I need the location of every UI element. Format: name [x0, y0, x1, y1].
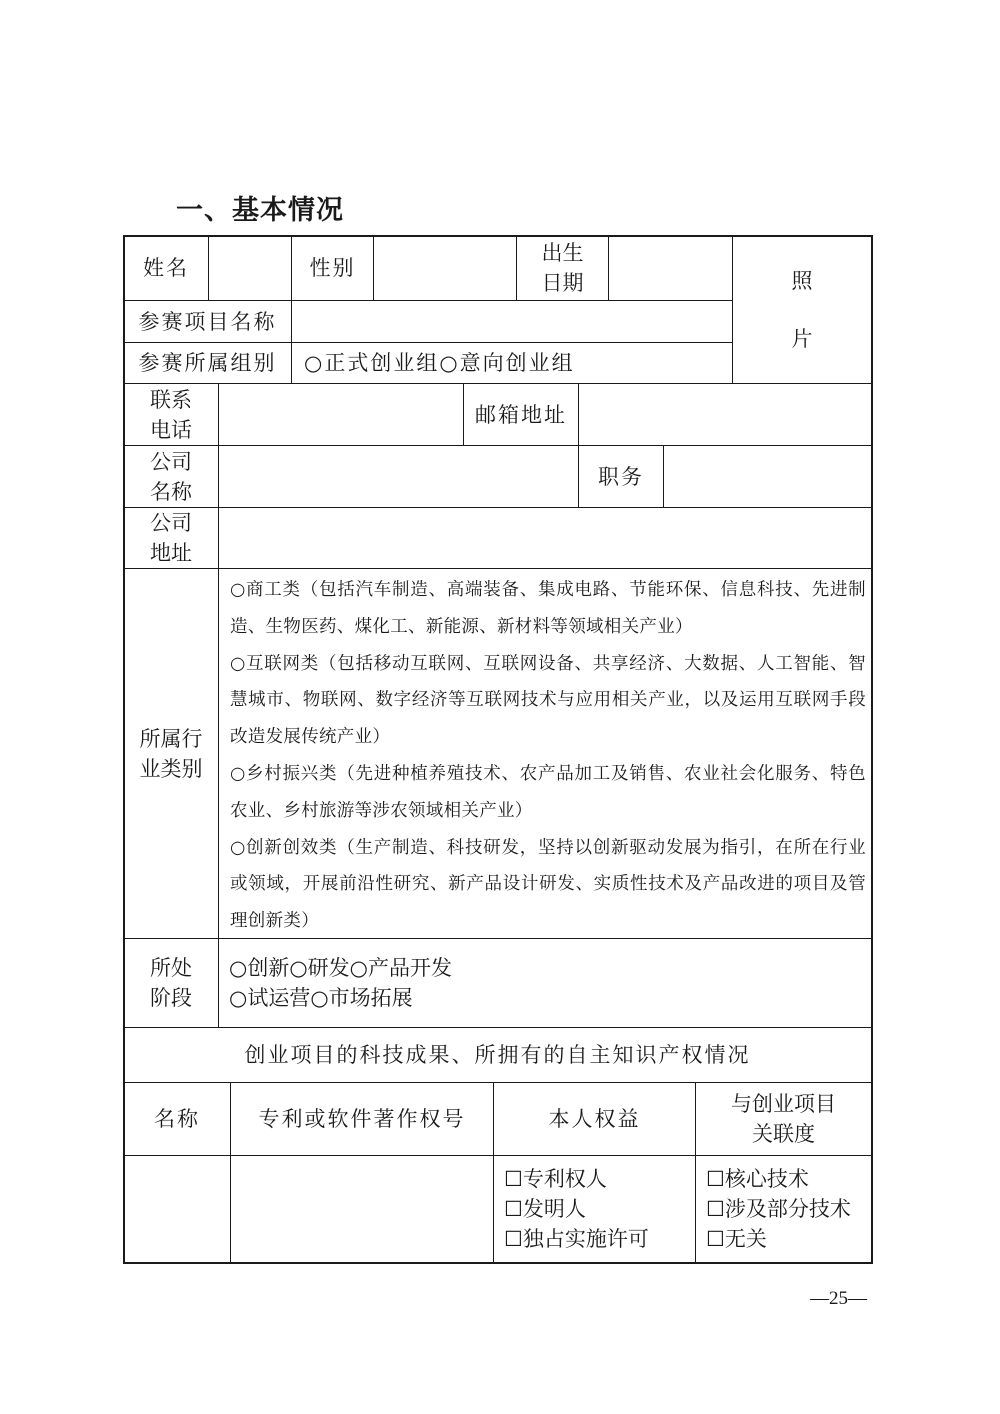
- position-field[interactable]: [664, 446, 871, 507]
- industry-option-commerce[interactable]: ○商工类（包括汽车制造、高端装备、集成电路、节能环保、信息科技、先进制造、生物医药、煤化工、新能源、新材料等领域相关产业）: [230, 580, 866, 637]
- label-company-name: [124, 446, 218, 507]
- label-gender: 性别: [309, 256, 356, 280]
- rights-option-exclusive-license[interactable]: ☐独占实施许可: [504, 1227, 649, 1251]
- ip-rights-options: [504, 1164, 649, 1254]
- label-stage-line2: 阶段: [150, 986, 192, 1010]
- group-options[interactable]: ○正式创业组○意向创业组: [304, 351, 575, 375]
- label-birth-date-line1: 出生: [541, 241, 584, 265]
- label-stage: [124, 939, 218, 1027]
- rights-option-patentee[interactable]: ☐专利权人: [504, 1167, 607, 1191]
- photo-box[interactable]: [733, 236, 871, 383]
- table-border: [123, 1262, 873, 1264]
- phone-field[interactable]: [219, 384, 463, 445]
- page-number: —25—: [810, 1288, 867, 1309]
- label-email: 邮箱地址: [475, 402, 567, 427]
- table-border: [871, 235, 873, 1264]
- label-name: 姓名: [143, 256, 189, 280]
- industry-option-innovation[interactable]: ○创新创效类（生产制造、科技研发，坚持以创新驱动发展为指引，在所在行业或领域，开展前沿性研究、新产品设计研发、实质性技术及产品改进的项目及管理创新类）: [230, 837, 866, 932]
- company-name-field[interactable]: [219, 446, 578, 507]
- table-rule: [124, 568, 872, 569]
- label-phone-line2: 电话: [150, 417, 192, 442]
- industry-option-internet[interactable]: ○互联网类（包括移动互联网、互联网设备、共享经济、大数据、人工智能、智慧城市、物联网、数字经济等互联网技术与应用相关产业，以及运用互联网手段改造发展传统产业）: [230, 653, 866, 748]
- ip-relevance-options: [706, 1164, 851, 1254]
- ip-name-field[interactable]: [124, 1156, 230, 1262]
- gender-field[interactable]: [374, 236, 516, 300]
- label-industry-line2: 业类别: [139, 756, 203, 781]
- label-industry-line1: 所属行: [139, 726, 203, 751]
- label-project-name: 参赛项目名称: [138, 309, 277, 334]
- label-company-name-line2: 名称: [150, 479, 192, 504]
- label-phone: [124, 384, 218, 445]
- label-company-address-line1: 公司: [150, 511, 192, 535]
- industry-option-rural[interactable]: ○乡村振兴类（先进种植养殖技术、农产品加工及销售、农业社会化服务、特色农业、乡村旅游等涉农领域相关产业）: [230, 763, 866, 821]
- relevance-option-core[interactable]: ☐核心技术: [706, 1167, 809, 1191]
- ip-header-name: 名称: [154, 1107, 200, 1131]
- ip-header-patent-no: 专利或软件著作权号: [258, 1107, 466, 1131]
- label-group: 参赛所属组别: [138, 351, 277, 375]
- label-company-address-line2: 地址: [150, 541, 192, 565]
- label-company-address: [124, 508, 218, 568]
- label-stage-line1: 所处: [150, 956, 192, 980]
- relevance-option-partial[interactable]: ☐涉及部分技术: [706, 1197, 851, 1221]
- project-name-field[interactable]: [292, 301, 732, 342]
- ip-patent-no-field[interactable]: [231, 1156, 493, 1262]
- stage-options-line2[interactable]: ○试运营○市场拓展: [229, 986, 413, 1010]
- label-birth-date: [517, 236, 608, 300]
- section-title: 一、基本情况: [176, 195, 344, 226]
- rights-option-inventor[interactable]: ☐发明人: [504, 1197, 586, 1221]
- industry-options: [230, 572, 866, 940]
- company-address-field[interactable]: [219, 508, 871, 568]
- label-industry: [124, 569, 218, 938]
- ip-header-relevance-line2: 关联度: [752, 1122, 815, 1146]
- relevance-option-none[interactable]: ☐无关: [706, 1227, 767, 1251]
- ip-header-relevance: [696, 1083, 871, 1155]
- birth-date-field[interactable]: [609, 236, 732, 300]
- label-photo-line1: 照: [791, 268, 813, 293]
- stage-options-line1[interactable]: ○创新○研发○产品开发: [229, 956, 452, 980]
- label-photo-line2: 片: [791, 326, 813, 351]
- ip-section-title: 创业项目的科技成果、所拥有的自主知识产权情况: [244, 1043, 751, 1067]
- name-field[interactable]: [209, 236, 291, 300]
- email-field[interactable]: [579, 384, 871, 445]
- label-position: 职务: [598, 464, 644, 489]
- ip-header-rights: 本人权益: [548, 1107, 641, 1131]
- ip-header-relevance-line1: 与创业项目: [731, 1092, 836, 1116]
- stage-options: [229, 953, 452, 1013]
- label-birth-date-line2: 日期: [541, 271, 584, 295]
- label-phone-line1: 联系: [150, 387, 192, 412]
- label-company-name-line1: 公司: [150, 449, 192, 474]
